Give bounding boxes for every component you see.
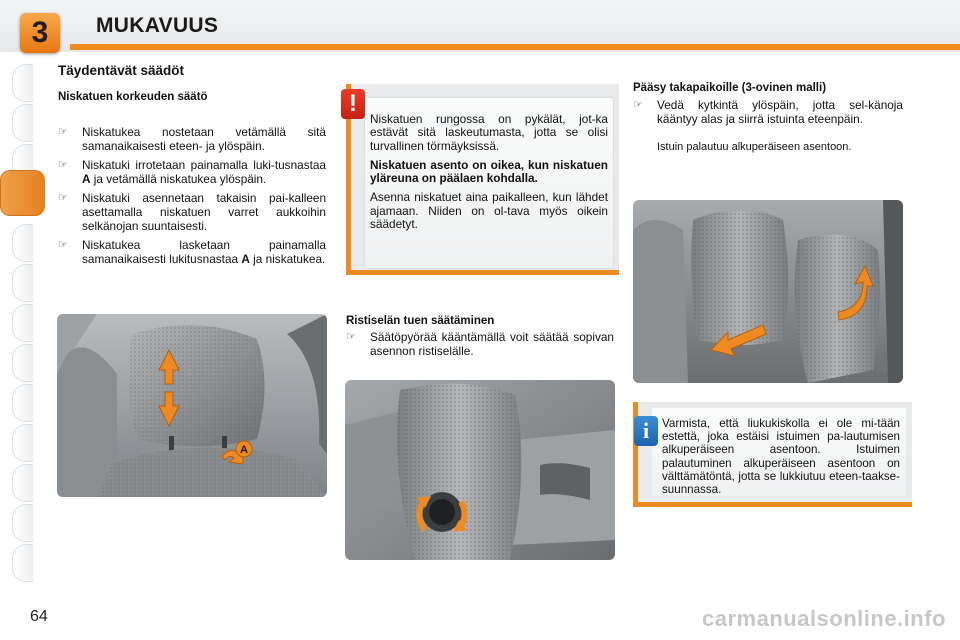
chapter-tab[interactable] bbox=[12, 384, 33, 422]
chapter-tab[interactable] bbox=[12, 544, 33, 582]
info-icon: i bbox=[634, 416, 658, 446]
headrest-instructions bbox=[58, 126, 326, 272]
warning-text bbox=[370, 113, 608, 237]
lumbar-instructions bbox=[346, 331, 614, 364]
chapter-tab[interactable] bbox=[12, 344, 33, 382]
lumbar-photo bbox=[345, 380, 615, 560]
list-item: ☞ Vedä kytkintä ylöspäin, jotta sel-känoja kääntyy alas ja siirrä istuinta eteenpäin. bbox=[633, 98, 903, 126]
chapter-tab-rail bbox=[0, 64, 32, 574]
chapter-tab[interactable] bbox=[12, 424, 33, 462]
chapter-title: MUKAVUUS bbox=[96, 14, 219, 37]
pointing-hand-icon: ☞ bbox=[58, 159, 68, 172]
headrest-subtitle: Niskatuen korkeuden säätö bbox=[58, 91, 208, 103]
warning-paragraph-strong: Niskatuen asento on oikea, kun niskatuen yläreuna on päälaen kohdalla. bbox=[370, 157, 608, 186]
list-item: ☞ Niskatukea nostetaan vetämällä sitä samanaikaisesti eteen- ja ylöspäin. bbox=[58, 125, 326, 153]
list-item: ☞ Niskatukea lasketaan painamalla samanaikaisesti lukitusnastaa A ja niskatukea. bbox=[58, 238, 326, 266]
chapter-tab[interactable] bbox=[12, 304, 33, 342]
pointing-hand-icon: ☞ bbox=[58, 126, 68, 138]
rear-access-subtitle: Pääsy takapaikoille (3-ovinen malli) bbox=[633, 82, 827, 94]
exclamation-icon: ! bbox=[341, 89, 365, 119]
headrest-photo bbox=[57, 314, 327, 497]
pointing-hand-icon: ☞ bbox=[58, 192, 68, 205]
info-text: Varmista, että liukukiskolla ei ole mi-tään estettä, joka estäisi istuimen pa-lautumisen alkuperäiseen asentoon. Istuimen palautuminen alkuperäiseen asentoon on välttämätöntä, jotta se lukkiutuu eteen-taakse-suunnassa. bbox=[662, 417, 900, 497]
pointing-hand-icon: ☞ bbox=[58, 239, 68, 252]
section-title: Täydentävät säädöt bbox=[58, 63, 185, 78]
pin-label-a: A bbox=[240, 444, 248, 456]
chapter-tab-active[interactable] bbox=[0, 170, 45, 216]
list-item: ☞ Niskatuki asennetaan takaisin pai-kalleen asettamalla niskatuen varret aukkoihin selkänojan suuntaisesti. bbox=[58, 191, 326, 233]
chapter-number-badge: 3 bbox=[20, 13, 60, 53]
pointing-hand-icon: ☞ bbox=[346, 331, 356, 343]
chapter-tab[interactable] bbox=[12, 264, 33, 302]
chapter-tab[interactable] bbox=[12, 504, 33, 542]
warning-paragraph: Asenna niskatuet aina paikalleen, kun lähdet ajamaan. Niiden on ol-tava myös oikein säädetyt. bbox=[370, 190, 608, 232]
chapter-tab[interactable] bbox=[12, 104, 33, 142]
watermark: carmanualsonline.info bbox=[702, 606, 946, 631]
warning-paragraph: Niskatuen rungossa on pykälät, jot-ka estävät sitä laskeutumasta, jotta se olisi turvallinen törmäyksissä. bbox=[370, 112, 608, 153]
list-item: ☞ Säätöpyörää kääntämällä voit säätää sopivan asennon ristiselälle. bbox=[346, 330, 614, 358]
rear-access-instructions bbox=[633, 99, 903, 132]
rear-access-photo bbox=[633, 200, 903, 383]
page-number: 64 bbox=[30, 608, 48, 625]
chapter-tab[interactable] bbox=[12, 464, 33, 502]
list-item: ☞ Niskatuki irrotetaan painamalla luki-tusnastaa A ja vetämällä niskatukea ylöspäin. bbox=[58, 158, 326, 186]
pointing-hand-icon: ☞ bbox=[633, 99, 643, 111]
chapter-tab[interactable] bbox=[12, 64, 33, 102]
rear-access-note: Istuin palautuu alkuperäiseen asentoon. bbox=[657, 141, 852, 153]
header-accent-stripe bbox=[70, 44, 960, 50]
lumbar-subtitle: Ristiselän tuen säätäminen bbox=[346, 315, 495, 327]
chapter-tab[interactable] bbox=[12, 224, 33, 262]
